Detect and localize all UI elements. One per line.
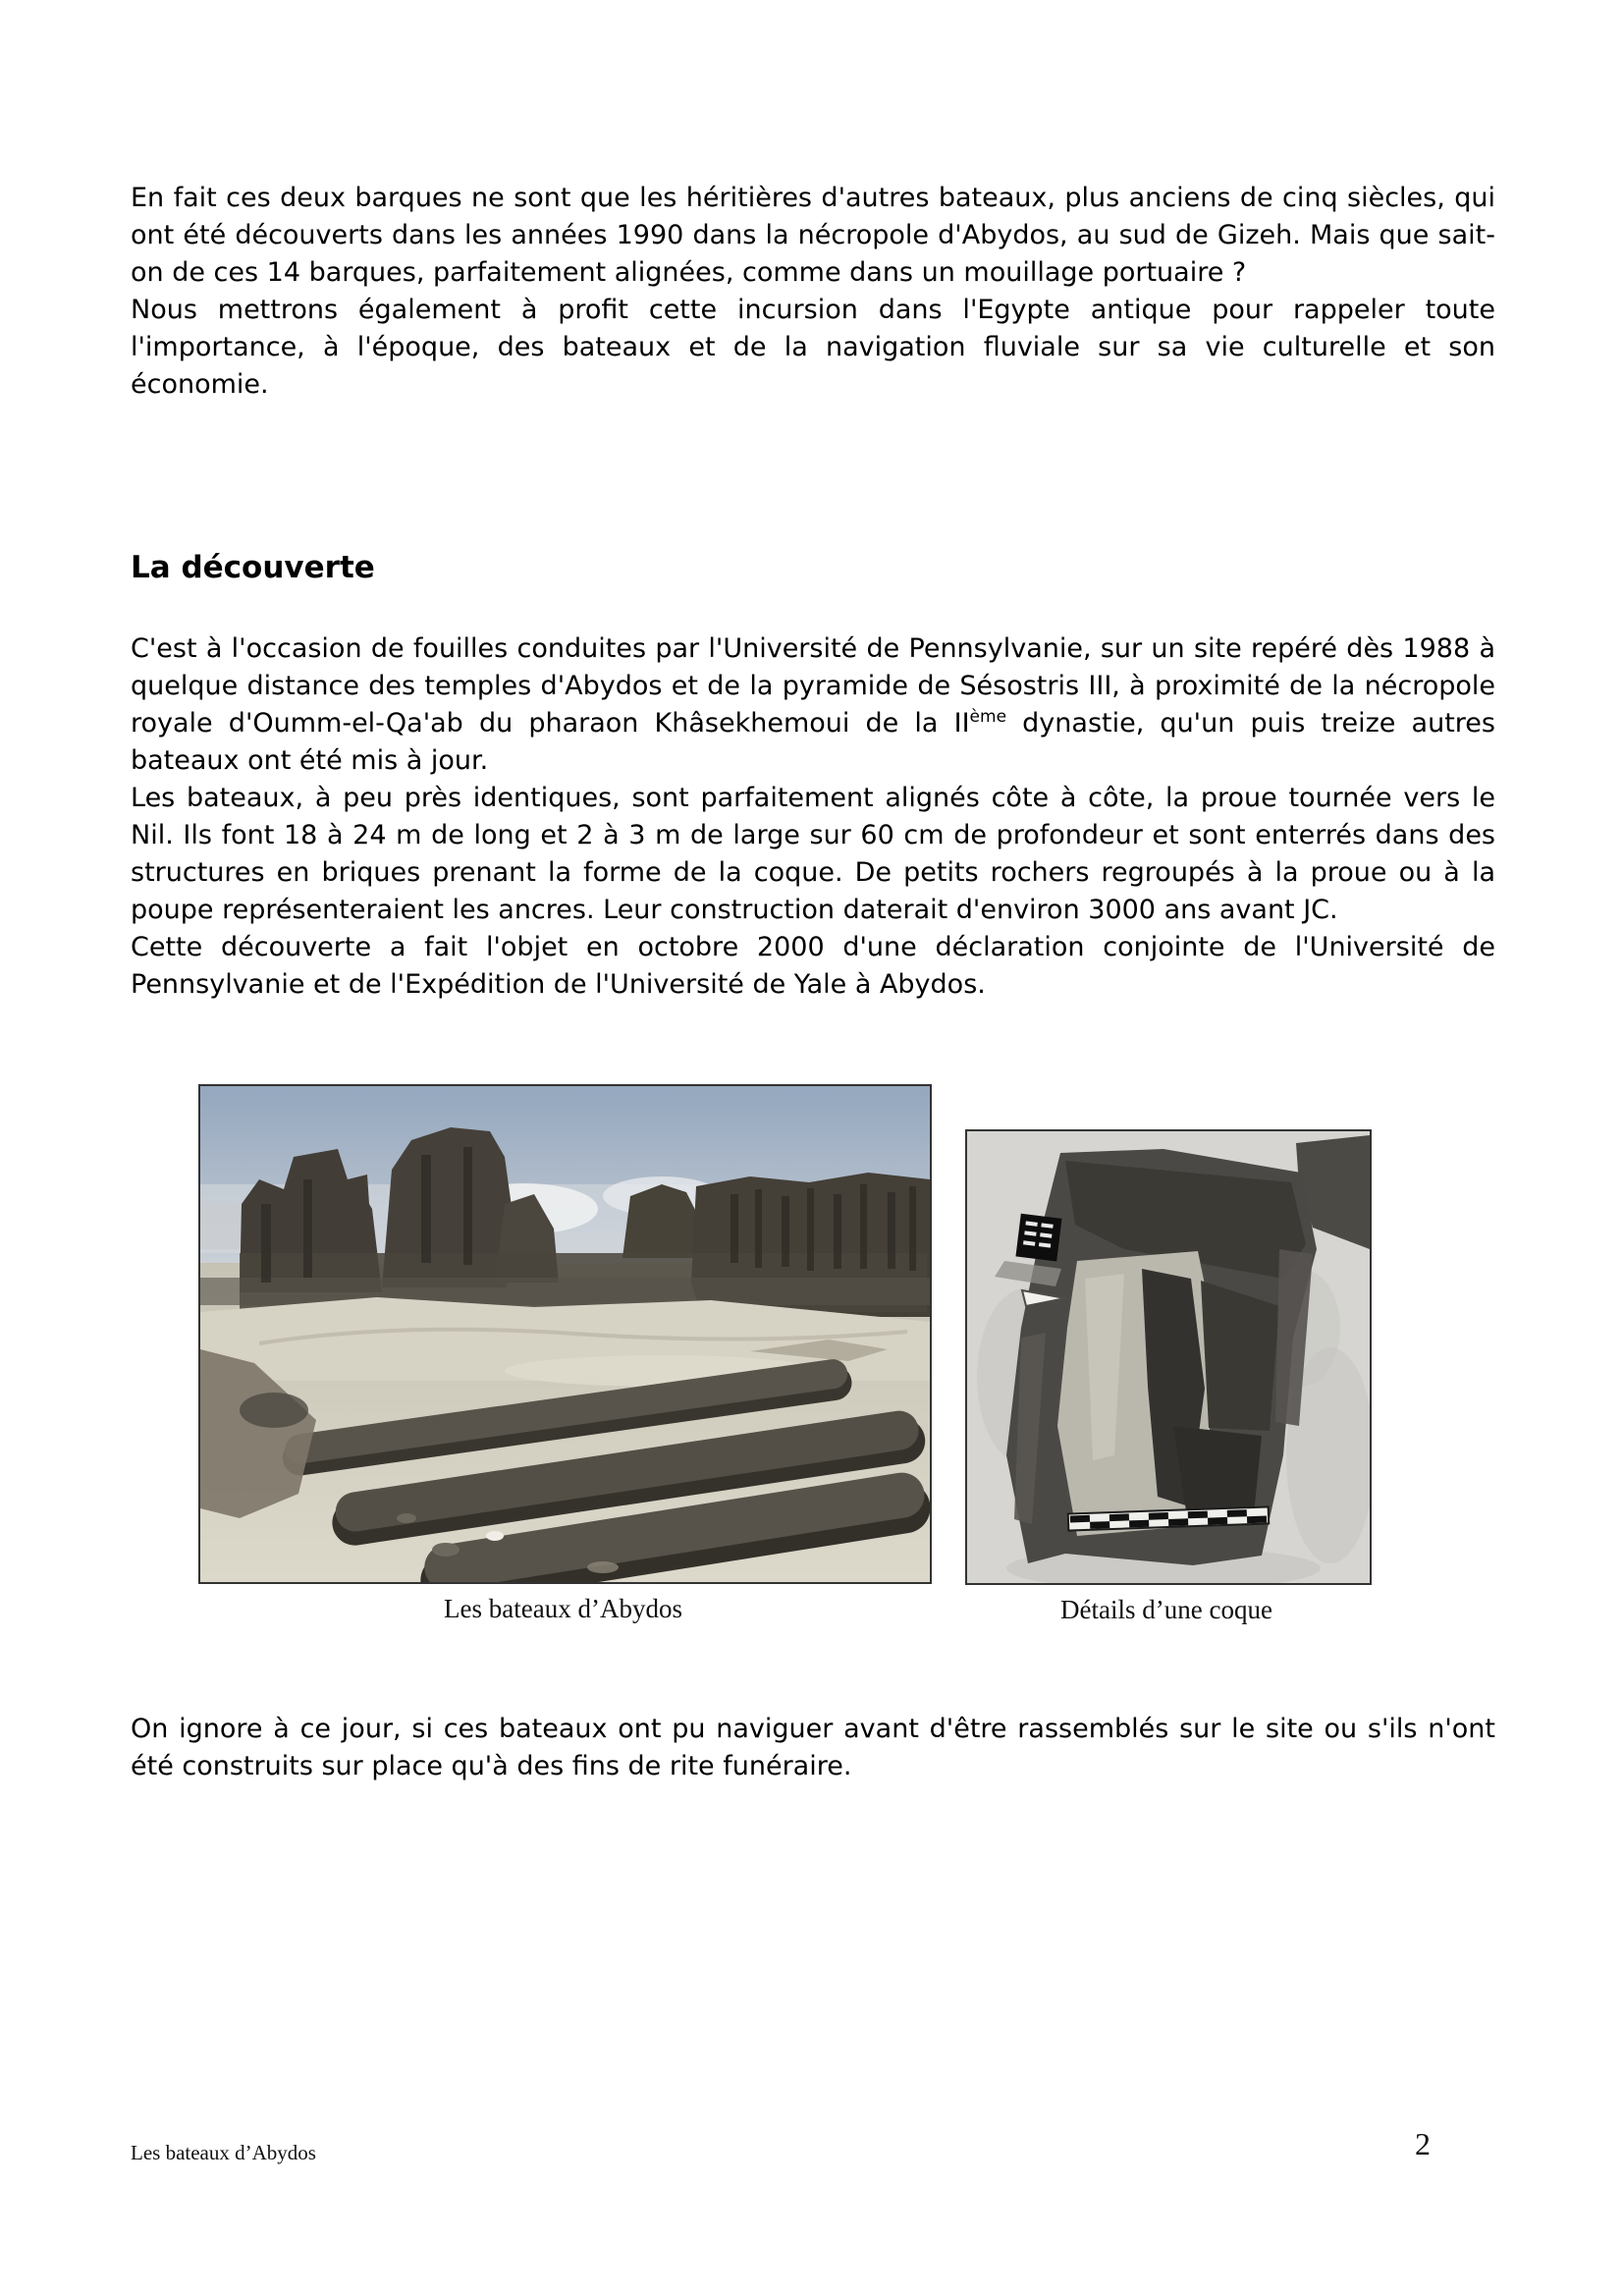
- excavation-panorama-photo: [198, 1084, 932, 1584]
- closing-paragraph: On ignore à ce jour, si ces bateaux ont pu naviguer avant d'être rassemblés sur le site ou s'ils n'ont été construits sur place qu'à des fins de rite funéraire.: [131, 1714, 1495, 1781]
- intro-block: [131, 180, 1495, 404]
- footer-title: Les bateaux d’Abydos: [131, 2141, 316, 2164]
- intro-paragraph-2: Nous mettrons également à profit cette incursion dans l'Egypte antique pour rappeler toute l'importance, à l'époque, des bateaux et de la navigation fluviale sur sa vie culturelle et son économie.: [131, 295, 1495, 400]
- discovery-block: [131, 630, 1495, 1004]
- figure-caption-left: Les bateaux d’Abydos: [444, 1594, 682, 1623]
- page-number: 2: [1415, 2126, 1431, 2161]
- discovery-paragraph-3: Cette découverte a fait l'objet en octobre 2000 d'une déclaration conjointe de l'Université de Pennsylvanie et de l'Expédition de l'Université de Yale à Abydos.: [131, 932, 1495, 1000]
- section-heading: La découverte: [131, 550, 375, 585]
- hull-detail-photo: [965, 1129, 1372, 1585]
- discovery-paragraph-1: [131, 630, 1495, 780]
- figure-hull-detail: [965, 1129, 1368, 1625]
- figure-caption-right: Détails d’une coque: [1060, 1595, 1272, 1624]
- intro-paragraph-1: En fait ces deux barques ne sont que les héritières d'autres bateaux, plus anciens de cinq siècles, qui ont été découverts dans les années 1990 dans la nécropole d'Abydos, au sud de Gizeh. Mais que sait-on de ces 14 barques, parfaitement alignées, comme dans un mouillage portuaire ?: [131, 183, 1495, 288]
- ordinal-superscript: ème: [969, 707, 1007, 727]
- boat-trench: [1006, 1149, 1317, 1565]
- discovery-paragraph-2: Les bateaux, à peu près identiques, sont parfaitement alignés côte à côte, la proue tournée vers le Nil. Ils font 18 à 24 m de long et 2 à 3 m de large sur 60 cm de profondeur et sont enterrés dans des structures en briques prenant la forme de la coque. De petits rochers regroupés à la proue ou à la poupe représenteraient les ancres. Leur construction daterait d'environ 3000 ans avant JC.: [131, 783, 1495, 925]
- discovery-paragraph-1-tail: dynastie, qu'un puis treize autres bateaux ont été mis à jour.: [131, 708, 1495, 776]
- figure-boats-panorama: [198, 1084, 928, 1624]
- discovery-paragraph-1-text: C'est à l'occasion de fouilles conduites par l'Université de Pennsylvanie, sur un site repéré dès 1988 à quelque distance des temples d'Abydos et de la pyramide de Sésostris III, à proximité de la nécropole royale d'Oumm-el-Qa'ab du pharaon Khâsekhemoui de la II: [131, 633, 1495, 738]
- closing-block: [131, 1711, 1495, 1785]
